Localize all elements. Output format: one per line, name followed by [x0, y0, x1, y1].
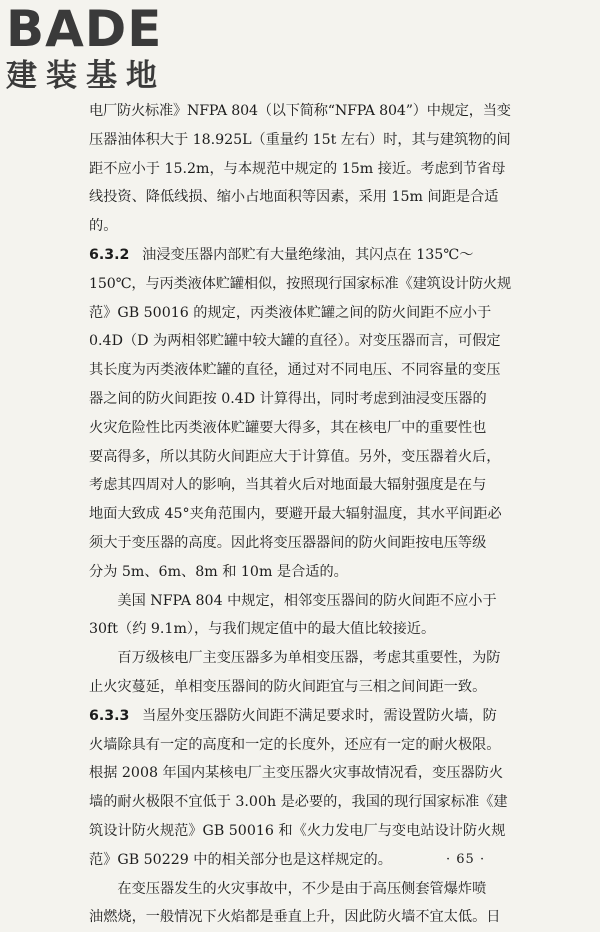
line-text: 电厂防火标准》NFPA 804（以下简称“NFPA 804”）中规定，当变: [89, 103, 511, 119]
line-text: 范》GB 50229 中的相关部分也是这样规定的。: [89, 851, 392, 868]
paragraph: [89, 587, 511, 645]
text-line: [89, 443, 511, 472]
line-text: 线投资、降低线损、缩小占地面积等因素，采用 15m 间距是合适: [89, 189, 499, 206]
line-text: 距不应小于 15.2m，与本规范中规定的 15m 接近。考虑到节省母: [89, 160, 506, 177]
text-line: [89, 212, 511, 241]
text-line: [89, 587, 511, 616]
line-text: 的。: [89, 218, 118, 235]
text-line: [89, 615, 511, 644]
line-text: 考虑其四周对人的影响，当其着火后对地面最大辐射强度是在与: [89, 477, 487, 494]
text-line: [89, 270, 511, 299]
paragraph: [89, 97, 511, 241]
line-text: 在变压器发生的火灾事故中，不少是由于高压侧套管爆炸喷: [117, 880, 487, 897]
line-text: 根据 2008 年国内某核电厂主变压器火灾事故情况看，变压器防火: [89, 765, 504, 782]
text-line: [89, 356, 511, 385]
line-text: 墙的耐火极限不宜低于 3.00h 是必要的，我国的现行国家标准《建: [89, 794, 508, 811]
text-line: [89, 875, 511, 904]
text-line: [89, 731, 511, 760]
text-line: [89, 500, 511, 529]
text-line: [89, 97, 511, 126]
line-text: 压器油体积大于 18.925L（重量约 15t 左右）时，其与建筑物的间: [89, 131, 511, 148]
text-line: [89, 558, 511, 587]
document-body: [89, 97, 511, 932]
paragraph: [89, 875, 511, 932]
logo-subtitle: 建装基地: [6, 58, 166, 94]
section-number: 6.3.3: [89, 707, 130, 724]
text-line: [89, 529, 511, 558]
line-text: 30ft（约 9.1m），与我们规定值中的最大值比较接近。: [89, 621, 436, 638]
text-line: [89, 241, 511, 270]
page-number: · 65 ·: [446, 852, 486, 867]
section-paragraph-6-3-2: [89, 241, 511, 587]
text-line: [89, 673, 511, 702]
line-text: 器之间的防火间距按 0.4D 计算得出，同时考虑到油浸变压器的: [89, 390, 487, 407]
logo-mark: BADE: [6, 0, 163, 58]
text-line: [89, 903, 511, 932]
line-text: 百万级核电厂主变压器多为单相变压器，考虑其重要性，为防: [117, 650, 501, 667]
line-text: 火灾危险性比丙类液体贮罐要大得多，其在核电厂中的重要性也: [89, 419, 487, 436]
line-text: 油燃烧，一般情况下火焰都是垂直上升，因此防火墙不宜太低。日: [89, 909, 501, 926]
section-number: 6.3.2: [89, 246, 130, 263]
line-text: 火墙除具有一定的高度和一定的长度外，还应有一定的耐火极限。: [89, 736, 501, 753]
text-line: [89, 385, 511, 414]
logo: [6, 2, 181, 96]
text-line: [89, 759, 511, 788]
section-paragraph-6-3-3: [89, 702, 511, 875]
text-line: [89, 183, 511, 212]
line-text: 油浸变压器内部贮有大量绝缘油，其闪点在 135℃～: [142, 246, 474, 263]
paragraph: [89, 644, 511, 702]
text-line: [89, 817, 511, 846]
text-line: [89, 702, 511, 731]
line-text: 范》GB 50016 的规定，丙类液体贮罐之间的防火间距不应小于: [89, 304, 492, 321]
text-line: [89, 788, 511, 817]
line-text: 美国 NFPA 804 中规定，相邻变压器间的防火间距不应小于: [117, 592, 497, 609]
text-line: [89, 299, 511, 328]
text-line: [89, 414, 511, 443]
line-text: 须大于变压器的高度。因此将变压器器间的防火间距按电压等级: [89, 534, 487, 551]
line-text: 分为 5m、6m、8m 和 10m 是合适的。: [89, 563, 348, 580]
line-text: 0.4D（D 为两相邻贮罐中较大罐的直径）。对变压器而言，可假定: [89, 333, 501, 350]
line-text: 其长度为丙类液体贮罐的直径，通过对不同电压、不同容量的变压: [89, 362, 501, 379]
line-text: 150℃，与丙类液体贮罐相似，按照现行国家标准《建筑设计防火规: [89, 275, 512, 292]
text-line: [89, 327, 511, 356]
text-line: [89, 471, 511, 500]
line-text: 要高得多，所以其防火间距应大于计算值。另外，变压器着火后，: [89, 448, 501, 465]
line-text: 筑设计防火规范》GB 50016 和《火力发电厂与变电站设计防火规: [89, 822, 506, 839]
line-text: 地面大致成 45°夹角范围内，要避开最大辐射温度，其水平间距必: [89, 506, 502, 523]
line-text: 止火灾蔓延，单相变压器间的防火间距宜与三相之间间距一致。: [89, 678, 487, 695]
text-line: [89, 126, 511, 155]
text-line: [89, 644, 511, 673]
text-line: [89, 155, 511, 184]
line-text: 当屋外变压器防火间距不满足要求时，需设置防火墙，防: [142, 707, 497, 724]
